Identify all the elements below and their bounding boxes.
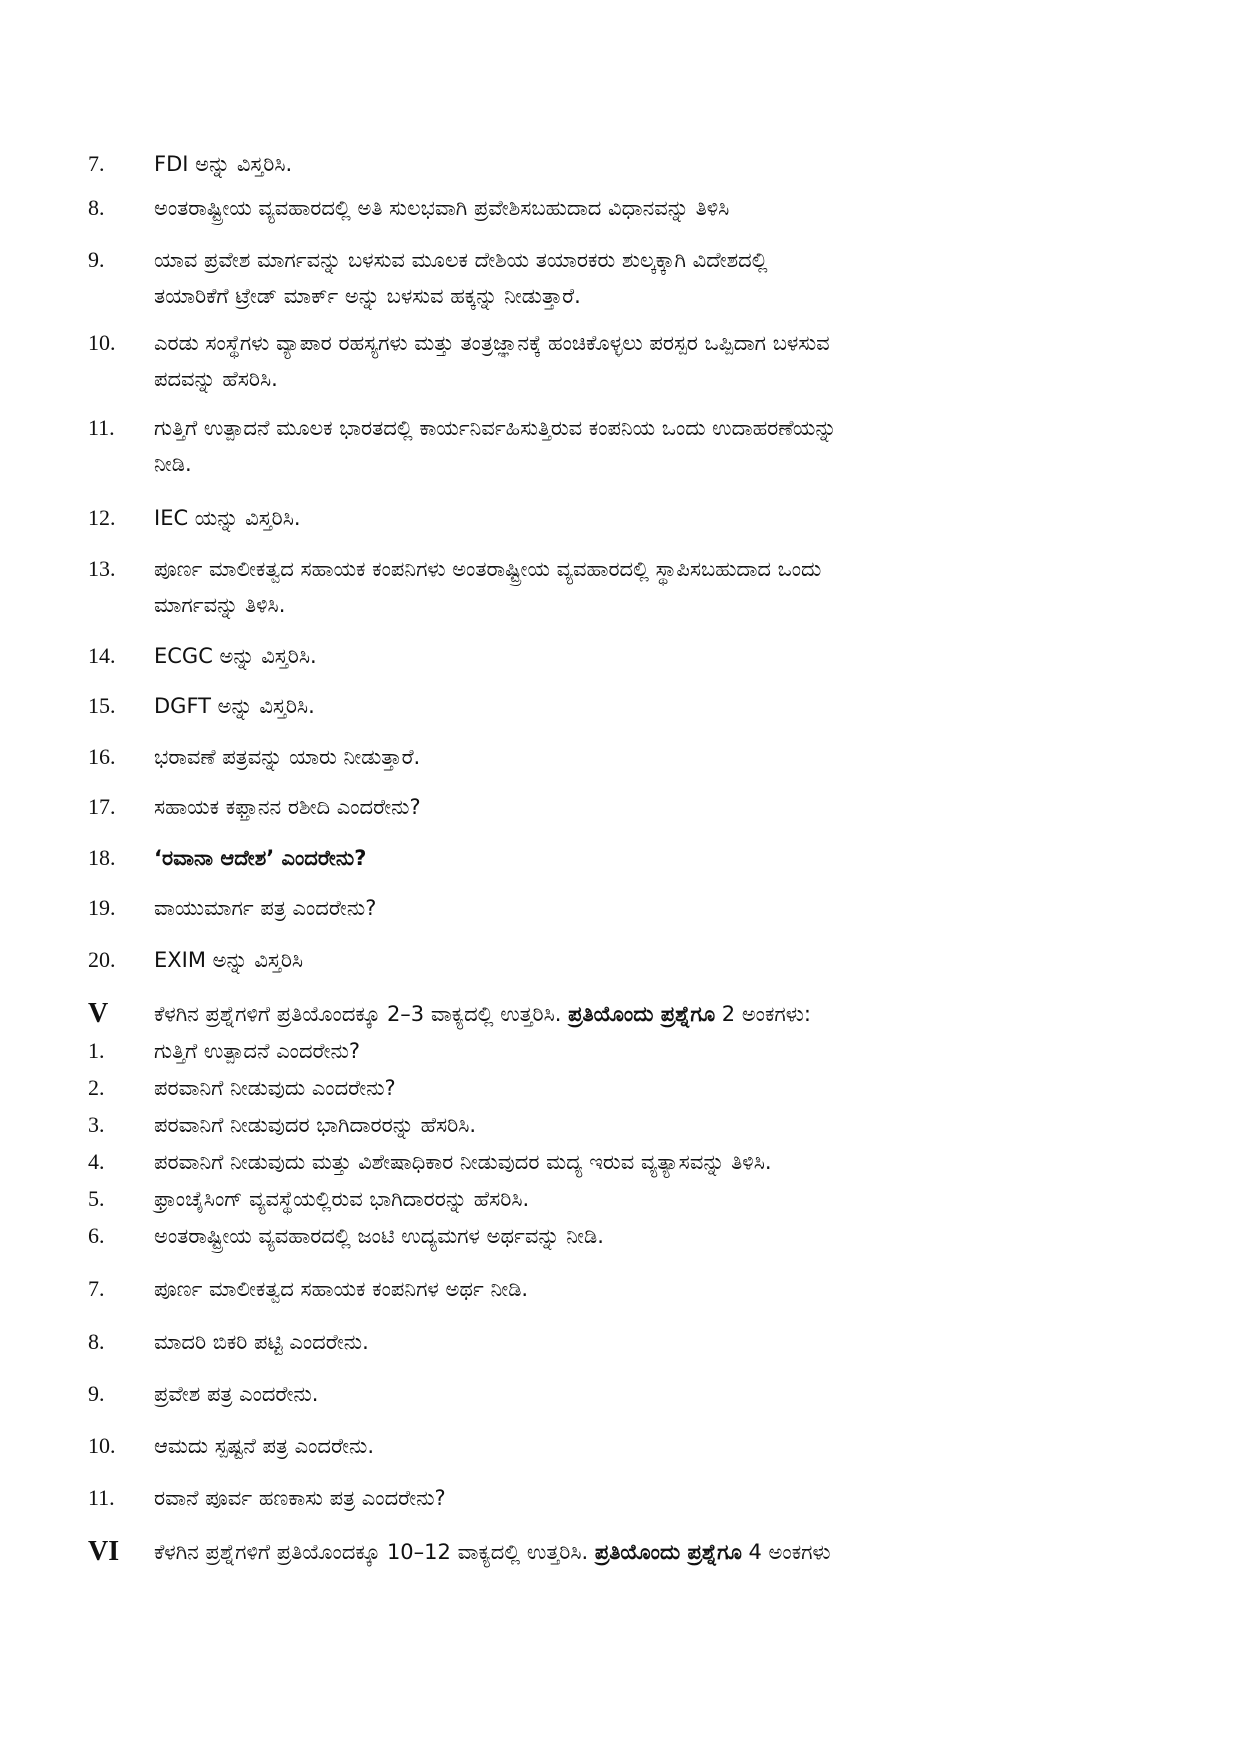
question-text: ಭರಾವಣೆ ಪತ್ರವನ್ನು ಯಾರು ನೀಡುತ್ತಾರೆ.	[154, 745, 421, 769]
instruction-text: ಕೆಳಗಿನ ಪ್ರಶ್ನೆಗಳಿಗೆ ಪ್ರತಿಯೊಂದಕ್ಕೂ 2–3 ವಾಕ್ಯದಲ್ಲಿ ಉತ್ತರಿಸಿ.	[154, 1002, 569, 1026]
question-text: DGFT ಅನ್ನು ವಿಸ್ತರಿಸಿ.	[154, 694, 315, 718]
question-text: ವಾಯುಮಾರ್ಗ ಪತ್ರ ಎಂದರೇನು?	[154, 896, 377, 920]
question-text: ರವಾನೆ ಪೂರ್ವ ಹಣಕಾಸು ಪತ್ರ ಎಂದರೇನು?	[154, 1486, 446, 1510]
question-number: 9.	[88, 1381, 105, 1406]
instruction-marks: 2 ಅಂಕಗಳು:	[715, 1002, 811, 1026]
question-text: ಮಾದರಿ ಬಿಕರಿ ಪಟ್ಟಿ ಎಂದರೇನು.	[154, 1330, 369, 1354]
question-number: 10.	[88, 1433, 116, 1458]
question-text-line-1: ಯಾವ ಪ್ರವೇಶ ಮಾರ್ಗವನ್ನು ಬಳಸುವ ಮೂಲಕ ದೇಶಿಯ ತಯಾರಕರು ಶುಲ್ಕಕ್ಕಾಗಿ ವಿದೇಶದಲ್ಲಿ	[154, 248, 768, 272]
question-number: 8.	[88, 195, 105, 220]
question-text: ಪೂರ್ಣ ಮಾಲೀಕತ್ವದ ಸಹಾಯಕ ಕಂಪನಿಗಳ ಅರ್ಥ ನೀಡಿ.	[154, 1277, 529, 1301]
section-label: VI	[88, 1536, 120, 1567]
question-number: 15.	[88, 693, 116, 718]
question-text-line-1: ಗುತ್ತಿಗೆ ಉತ್ಪಾದನೆ ಮೂಲಕ ಭಾರತದಲ್ಲಿ ಕಾರ್ಯನಿರ್ವಹಿಸುತ್ತಿರುವ ಕಂಪನಿಯ ಒಂದು ಉದಾಹರಣೆಯನ್ನು	[154, 416, 837, 440]
question-text: ಫ್ರಾಂಚೈಸಿಂಗ್ ವ್ಯವಸ್ಥೆಯಲ್ಲಿರುವ ಭಾಗಿದಾರರನ್ನು ಹೆಸರಿಸಿ.	[154, 1187, 530, 1211]
question-number: 14.	[88, 643, 116, 668]
question-number: 8.	[88, 1329, 105, 1354]
question-number: 10.	[88, 330, 116, 355]
question-number: 4.	[88, 1149, 105, 1174]
instruction-bold: ಪ್ರತಿಯೊಂದು ಪ್ರಶ್ನೆಗೂ	[568, 1002, 716, 1026]
instruction-text: ಕೆಳಗಿನ ಪ್ರಶ್ನೆಗಳಿಗೆ ಪ್ರತಿಯೊಂದಕ್ಕೂ 10–12 ವಾಕ್ಯದಲ್ಲಿ ಉತ್ತರಿಸಿ.	[154, 1540, 595, 1564]
question-text: ಗುತ್ತಿಗೆ ಉತ್ಪಾದನೆ ಎಂದರೇನು?	[154, 1039, 361, 1063]
question-text-line-2: ಮಾರ್ಗವನ್ನು ತಿಳಿಸಿ.	[154, 593, 286, 617]
question-number: 12.	[88, 505, 116, 530]
question-number: 2.	[88, 1075, 105, 1100]
question-number: 3.	[88, 1112, 105, 1137]
question-text: ಪರವಾನಿಗೆ ನೀಡುವುದು ಮತ್ತು ವಿಶೇಷಾಧಿಕಾರ ನೀಡುವುದರ ಮದ್ಯ ಇರುವ ವ್ಯತ್ಯಾಸವನ್ನು ತಿಳಿಸಿ.	[154, 1150, 772, 1174]
question-number: 5.	[88, 1186, 105, 1211]
question-number: 20.	[88, 947, 116, 972]
question-text-line-2: ನೀಡಿ.	[154, 452, 192, 476]
section-label: V	[88, 998, 109, 1029]
question-number: 11.	[88, 415, 115, 440]
question-text: ಅಂತರಾಷ್ಟ್ರೀಯ ವ್ಯವಹಾರದಲ್ಲಿ ಅತಿ ಸುಲಭವಾಗಿ ಪ್ರವೇಶಿಸಬಹುದಾದ ವಿಧಾನವನ್ನು ತಿಳಿಸಿ	[154, 196, 730, 220]
question-number: 17.	[88, 794, 116, 819]
question-text-line-1: ಪೂರ್ಣ ಮಾಲೀಕತ್ವದ ಸಹಾಯಕ ಕಂಪನಿಗಳು ಅಂತರಾಷ್ಟ್ರೀಯ ವ್ಯವಹಾರದಲ್ಲಿ ಸ್ಥಾಪಿಸಬಹುದಾದ ಒಂದು	[154, 557, 822, 581]
question-number: 9.	[88, 247, 105, 272]
question-text-line-2: ತಯಾರಿಕೆಗೆ ಟ್ರೇಡ್ ಮಾರ್ಕ್ ಅನ್ನು ಬಳಸುವ ಹಕ್ಕನ್ನು ನೀಡುತ್ತಾರೆ.	[154, 284, 581, 308]
question-text: FDI ಅನ್ನು ವಿಸ್ತರಿಸಿ.	[154, 152, 293, 176]
question-number: 7.	[88, 151, 105, 176]
question-number: 1.	[88, 1038, 105, 1063]
question-text-line-1: ಎರಡು ಸಂಸ್ಥೆಗಳು ವ್ಯಾಪಾರ ರಹಸ್ಯಗಳು ಮತ್ತು ತಂತ್ರಜ್ಞಾನಕ್ಕೆ ಹಂಚಿಕೊಳ್ಳಲು ಪರಸ್ಪರ ಒಪ್ಪಿದಾಗ ಬಳಸುವ	[154, 331, 830, 355]
question-text: ಸಹಾಯಕ ಕಫ್ತಾನನ ರಶೀದಿ ಎಂದರೇನು?	[154, 795, 421, 819]
question-text: IEC ಯನ್ನು ವಿಸ್ತರಿಸಿ.	[154, 506, 301, 530]
question-text-line-2: ಪದವನ್ನು ಹೆಸರಿಸಿ.	[154, 367, 278, 391]
question-text: ಅಂತರಾಷ್ಟ್ರೀಯ ವ್ಯವಹಾರದಲ್ಲಿ ಜಂಟಿ ಉದ್ಯಮಗಳ ಅರ್ಥವನ್ನು ನೀಡಿ.	[154, 1224, 604, 1248]
question-text: ಪರವಾನಿಗೆ ನೀಡುವುದರ ಭಾಗಿದಾರರನ್ನು ಹೆಸರಿಸಿ.	[154, 1113, 477, 1137]
section-instruction	[154, 996, 1154, 1032]
instruction-marks: 4 ಅಂಕಗಳು	[741, 1540, 831, 1564]
question-number: 19.	[88, 895, 116, 920]
question-number: 6.	[88, 1223, 105, 1248]
question-text: ಪರವಾನಿಗೆ ನೀಡುವುದು ಎಂದರೇನು?	[154, 1076, 396, 1100]
question-text: ‘ರವಾನಾ ಆದೇಶ’ ಎಂದರೇನು?	[154, 846, 367, 870]
question-number: 7.	[88, 1276, 105, 1301]
question-text: ಪ್ರವೇಶ ಪತ್ರ ಎಂದರೇನು.	[154, 1382, 319, 1406]
question-text: ಆಮದು ಸ್ಪಷ್ಟನೆ ಪತ್ರ ಎಂದರೇನು.	[154, 1434, 375, 1458]
instruction-bold: ಪ್ರತಿಯೊಂದು ಪ್ರಶ್ನೆಗೂ	[594, 1540, 742, 1564]
question-number: 16.	[88, 744, 116, 769]
question-text: EXIM ಅನ್ನು ವಿಸ್ತರಿಸಿ	[154, 948, 304, 972]
question-text: ECGC ಅನ್ನು ವಿಸ್ತರಿಸಿ.	[154, 644, 317, 668]
question-number: 13.	[88, 556, 116, 581]
section-instruction	[154, 1534, 1154, 1570]
question-number: 18.	[88, 845, 116, 870]
question-number: 11.	[88, 1485, 115, 1510]
